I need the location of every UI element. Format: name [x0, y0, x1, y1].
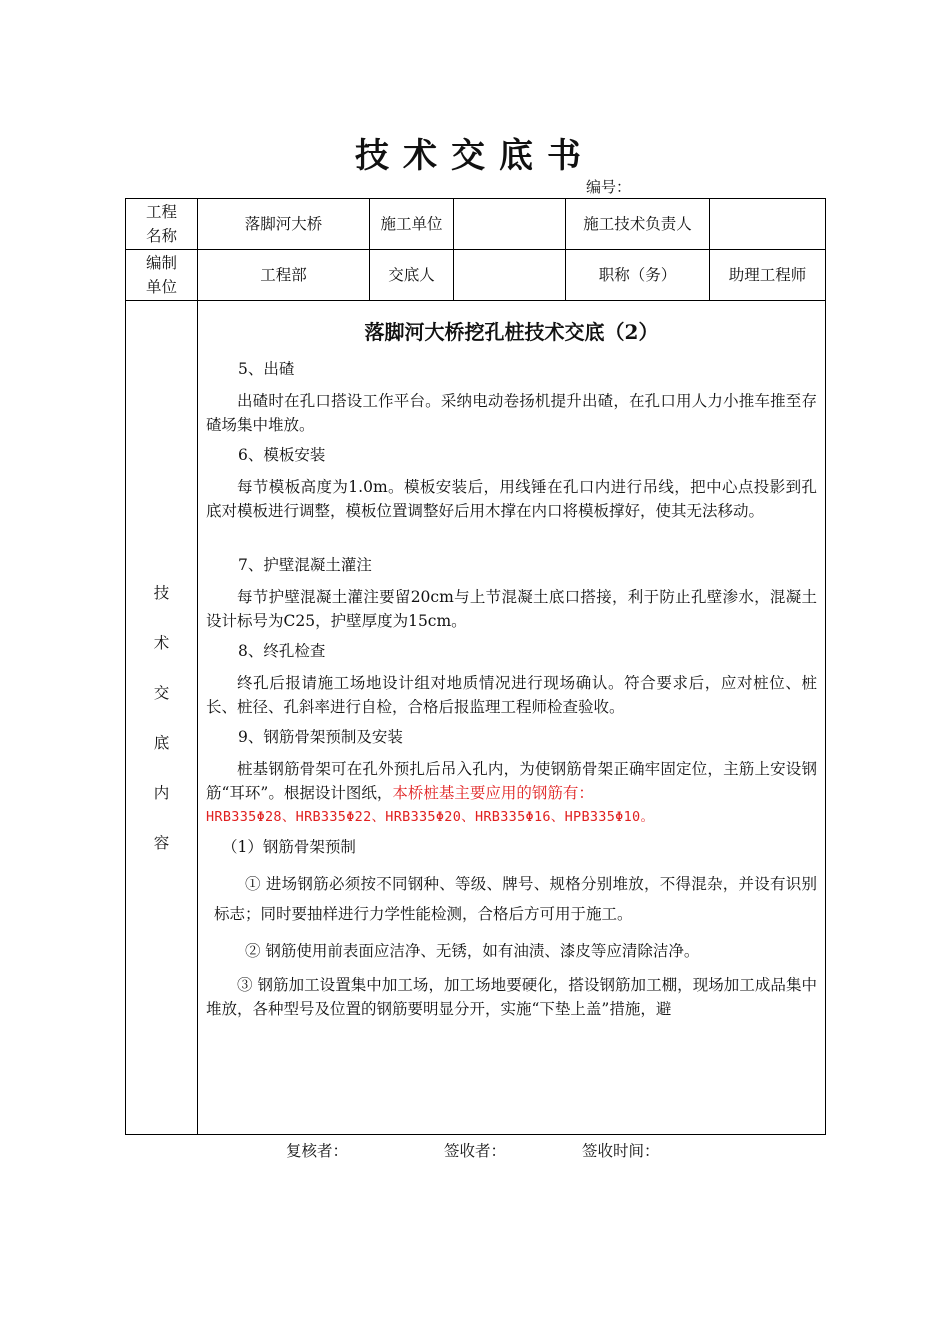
construction-unit-value: [454, 199, 566, 250]
subsection-heading-1: （1）钢筋骨架预制: [222, 838, 356, 856]
tech-lead-value: [710, 199, 826, 250]
side-label-char: 术: [153, 633, 170, 652]
receiver-label: 签收者：: [444, 1142, 507, 1160]
construction-unit-label: 施工单位: [370, 199, 454, 250]
header-row-1: [126, 199, 826, 250]
section-text-7: 每节护壁混凝土灌注要留20cm与上节混凝土底口搭接，利于防止孔壁渗水，混凝土设计标号为C25，护壁厚度为15cm。: [206, 588, 817, 630]
disclosure-content-side-label: [126, 301, 198, 1135]
presenter-label: 交底人: [370, 250, 454, 301]
blank-line: [206, 523, 817, 547]
section-heading-9: 9、钢筋骨架预制及安装: [238, 728, 403, 746]
presenter-value: [454, 250, 566, 301]
section-text-8: 终孔后报请施工场地设计组对地质情况进行现场确认。符合要求后，应对桩位、桩长、桩径、孔斜率进行自检，合格后报监理工程师检查验收。: [206, 674, 817, 716]
section-text-9-black: 桩基钢筋骨架可在孔外预扎后吊入孔内，为使钢筋骨架正确牢固定位，主筋上安设钢筋“耳环”。根据设计图纸，: [206, 760, 817, 802]
serial-number-label: 编号：: [586, 178, 632, 196]
section-heading-8: 8、终孔检查: [238, 642, 326, 660]
reviewer-label: 复核者：: [286, 1142, 349, 1160]
section-text-9-red: 本桥桩基主要应用的钢筋有：: [392, 784, 594, 802]
position-label: 职称（务）: [566, 250, 710, 301]
receive-time-label: 签收时间：: [582, 1142, 660, 1160]
disclosure-form-table: [125, 198, 826, 1135]
section-text-9: [206, 757, 817, 805]
section-heading-5: 5、出碴: [238, 360, 295, 378]
header-row-2: [126, 250, 826, 301]
project-name-value: 落脚河大桥: [198, 199, 370, 250]
side-label-char: 技: [153, 583, 170, 602]
content-row: [126, 301, 826, 1135]
rebar-list: HRB335Φ28、HRB335Φ22、HRB335Φ20、HRB335Φ16、HPB335Φ10。: [206, 809, 655, 825]
compiler-unit-label: 编制单位: [126, 250, 198, 301]
compiler-unit-value: 工程部: [198, 250, 370, 301]
section-text-5: 出碴时在孔口搭设工作平台。采纳电动卷扬机提升出碴，在孔口用人力小推车推至存碴场集中堆放。: [206, 392, 817, 434]
section-text-6: 每节模板高度为1.0m。模板安装后，用线锤在孔口内进行吊线，把中心点投影到孔底对模板进行调整，模板位置调整好后用木撑在内口将模板撑好，使其无法移动。: [206, 478, 817, 520]
tech-lead-label: 施工技术负责人: [566, 199, 710, 250]
project-name-label: 工程名称: [126, 199, 198, 250]
list-item-2: ② 钢筋使用前表面应洁净、无锈，如有油渍、漆皮等应清除洁净。: [245, 942, 700, 960]
list-item-3: ③ 钢筋加工设置集中加工场，加工场地要硬化，搭设钢筋加工棚，现场加工成品集中堆放，各种型号及位置的钢筋要明显分开，实施“下垫上盖”措施，避: [206, 976, 817, 1018]
section-heading-6: 6、模板安装: [238, 446, 326, 464]
position-value: 助理工程师: [710, 250, 826, 301]
content-title: 落脚河大桥挖孔桩技术交底（2）: [364, 320, 659, 344]
side-label-char: 容: [153, 833, 170, 852]
disclosure-content: [198, 301, 826, 1135]
side-label-char: 交: [153, 683, 170, 702]
section-heading-7: 7、护壁混凝土灌注: [238, 556, 372, 574]
list-item-1: ① 进场钢筋必须按不同钢种、等级、牌号、规格分别堆放，不得混杂，并设有识别标志；同时要抽样进行力学性能检测，合格后方可用于施工。: [214, 875, 817, 923]
document-title: 技术交底书: [355, 136, 595, 176]
side-label-char: 内: [153, 783, 170, 802]
side-label-char: 底: [153, 733, 170, 752]
